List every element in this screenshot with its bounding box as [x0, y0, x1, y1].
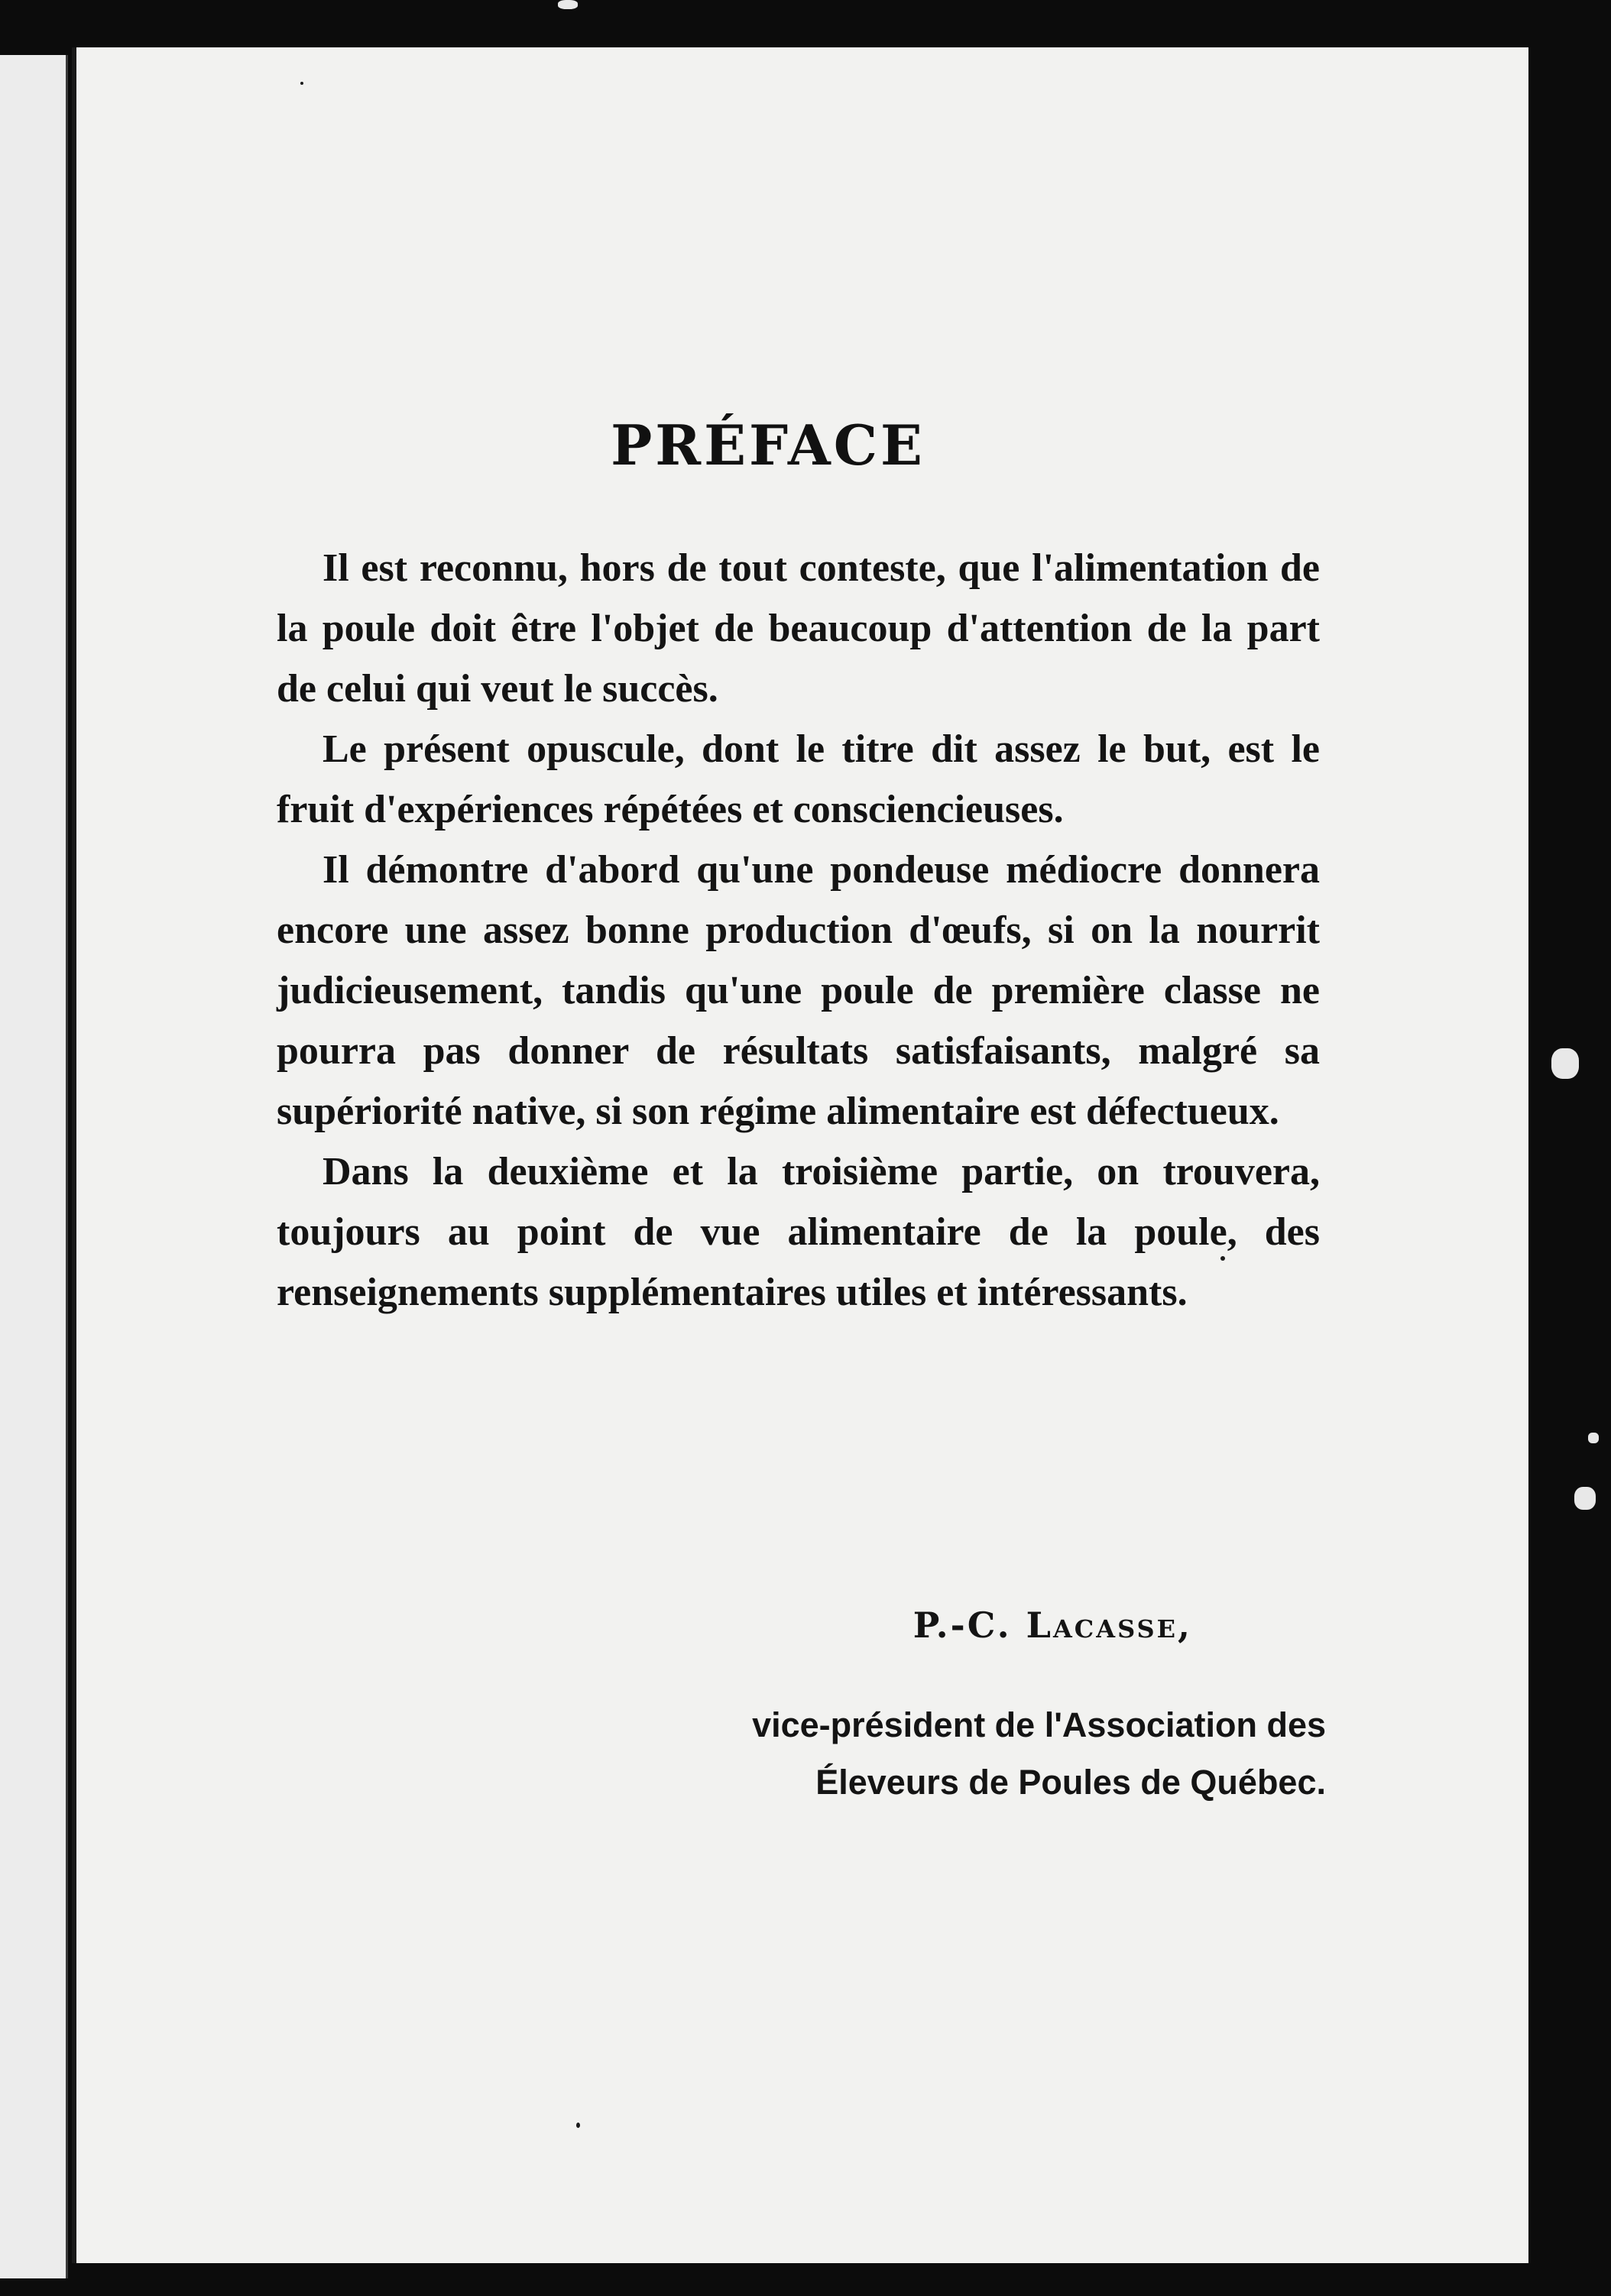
author-signature: [764, 1605, 1192, 1646]
signature-surname: Lacasse: [1026, 1605, 1178, 1646]
preface-body: [277, 538, 1320, 1323]
scan-artifact: [1574, 1487, 1596, 1510]
paragraph-2: Le présent opuscule, dont le titre dit assez le but, est le fruit d'expériences répétées et consciencieuses.: [277, 727, 1320, 831]
document-page: [72, 47, 1528, 2263]
author-affiliation: [459, 1696, 1326, 1811]
scan-artifact: [558, 0, 578, 9]
scan-speck: [576, 2123, 580, 2128]
paragraph-4: Dans la deuxième et la troisième partie, on trouvera, toujours au point de vue alimentaire de la poule, des renseignements supplémentaires utiles et intéressants.: [277, 1150, 1320, 1314]
signature-initials: P.-C.: [912, 1605, 1026, 1646]
scan-artifact: [1551, 1048, 1579, 1079]
affiliation-line-1: vice-président de l'Association des: [752, 1705, 1326, 1744]
scan-artifact: [1588, 1433, 1599, 1443]
scan-speck: [1220, 1256, 1225, 1261]
signature-comma: ,: [1177, 1605, 1192, 1646]
paragraph-1: Il est reconnu, hors de tout conteste, que l'alimentation de la poule doit être l'objet de beaucoup d'attention de la part de celui qui veut le succès.: [277, 546, 1320, 711]
scan-speck: [300, 82, 303, 85]
affiliation-line-2: Éleveurs de Poules de Québec.: [815, 1763, 1326, 1802]
adjacent-page-edge: [0, 55, 68, 2278]
page-title: PRÉFACE: [611, 413, 925, 478]
paragraph-3: Il démontre d'abord qu'une pondeuse médiocre donnera encore une assez bonne production d'œufs, si on la nourrit judicieusement, tandis qu'une poule de première classe ne pourra pas donner de résultats satisfaisants, malgré sa supériorité native, si son régime alimentaire est défectueux.: [277, 848, 1320, 1133]
